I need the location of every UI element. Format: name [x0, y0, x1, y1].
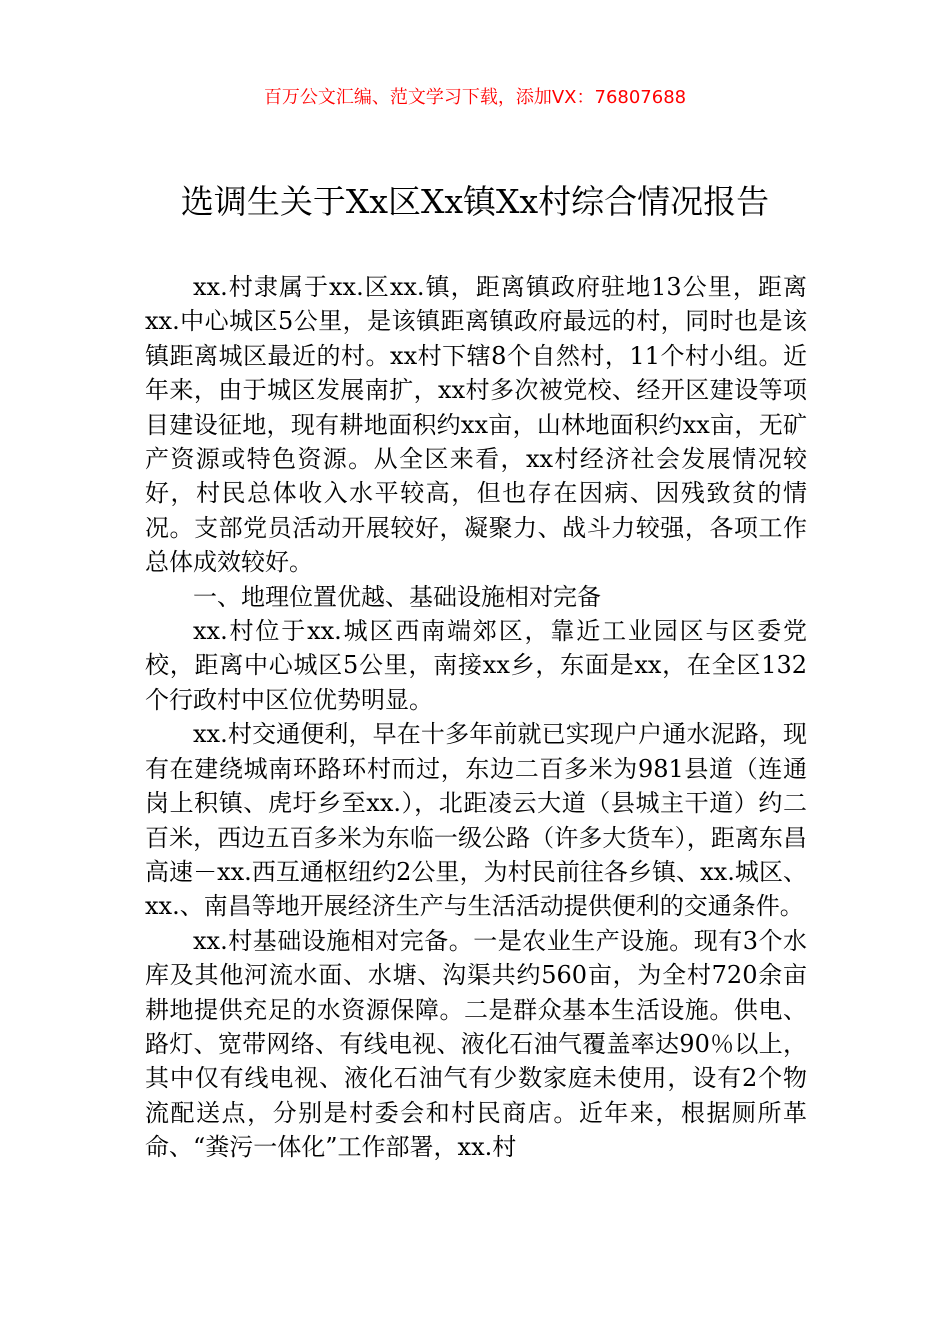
- header-watermark-note: 百万公文汇编、范文学习下载，添加VX：76807688: [263, 87, 687, 108]
- document-title: 选调生关于Xx区Xx镇Xx村综合情况报告: [180, 182, 770, 221]
- section-heading-1: 一、地理位置优越、基础设施相对完备: [193, 582, 601, 611]
- paragraph-infrastructure: xx.村基础设施相对完备。一是农业生产设施。现有3个水库及其他河流水面、水塘、沟渠共约560亩，为全村720余亩耕地提供充足的水资源保障。二是群众基本生活设施。供电、路灯、宽带网络、有线电视、液化石油气覆盖率达90％以上，其中仅有线电视、液化石油气有少数家庭未使用，设有2个物流配送点，分别是村委会和村民商店。近年来，根据厕所革命、“粪污一体化”工作部署，xx.村: [145, 926, 807, 1162]
- paragraph-location: xx.村位于xx.城区西南端郊区，靠近工业园区与区委党校，距离中心城区5公里，南接xx乡，东面是xx，在全区132个行政村中区位优势明显。: [145, 617, 807, 714]
- paragraph-intro: xx.村隶属于xx.区xx.镇，距离镇政府驻地13公里，距离xx.中心城区5公里，是该镇距离镇政府最远的村，同时也是该镇距离城区最近的村。xx村下辖8个自然村，11个村小组。近年来，由于城区发展南扩，xx村多次被党校、经开区建设等项目建设征地，现有耕地面积约xx亩，山林地面积约xx亩，无矿产资源或特色资源。从全区来看，xx村经济社会发展情况较好，村民总体收入水平较高，但也存在因病、因残致贫的情况。支部党员活动开展较好，凝聚力、战斗力较强，各项工作总体成效较好。: [145, 273, 807, 577]
- paragraph-transport: xx.村交通便利，早在十多年前就已实现户户通水泥路，现有在建绕城南环路环村而过，东边二百多米为981县道（连通岗上积镇、虎圩乡至xx.），北距凌云大道（县城主干道）约二百米，西边五百多米为东临一级公路（许多大货车），距离东昌高速－xx.西互通枢纽约2公里，为村民前往各乡镇、xx.城区、xx.、南昌等地开展经济生产与生活活动提供便利的交通条件。: [145, 720, 807, 921]
- document-body: [145, 270, 807, 1165]
